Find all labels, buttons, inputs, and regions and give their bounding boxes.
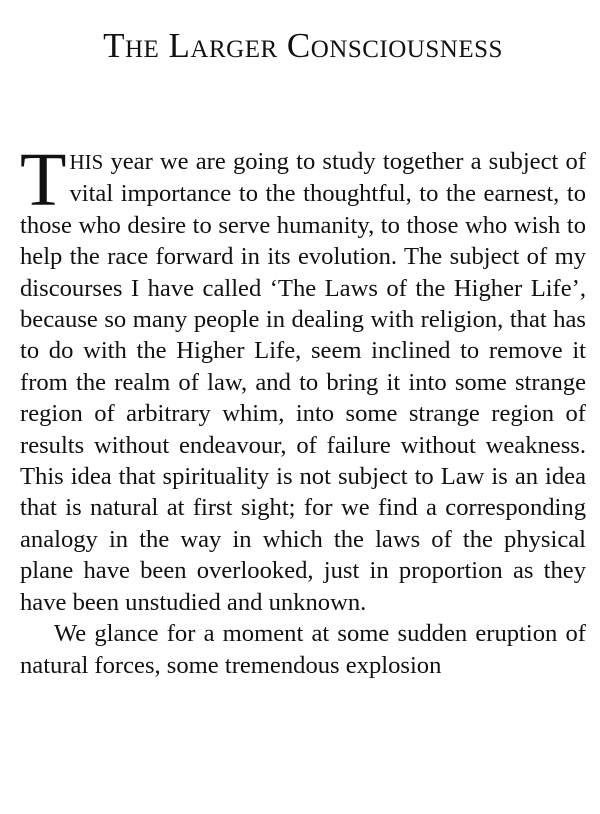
chapter-title: The Larger Consciousness — [103, 26, 503, 65]
paragraph-2: We glance for a moment at some sudden eruption of natural forces, some tremendous explosion — [20, 620, 586, 679]
chapter-body — [20, 138, 586, 681]
paragraph-1-lead: HIS — [69, 150, 104, 174]
paragraph-1 — [20, 138, 586, 618]
drop-cap: T — [20, 138, 67, 222]
paragraph-1-text: year we are going to study together a subject of vital importance to the thoughtful, to the earnest, to those who desire to serve humanity, to those who wish to help the race forward in its evolution. The subject of my discourses I have called ‘The Laws of the Higher Life’, because so many people in dealing with religion, that has to do with the Higher Life, seem inclined to remove it from the realm of law, and to bring it into some strange region of arbitrary whim, into some strange region of results without endeavour, of failure without weakness. This idea that spirituality is not subject to Law is an idea that is natural at first sight; for we find a corresponding analogy in the way in which the laws of the physical plane have been overlooked, just in proportion as they have been unstudied and unknown. — [20, 148, 586, 616]
